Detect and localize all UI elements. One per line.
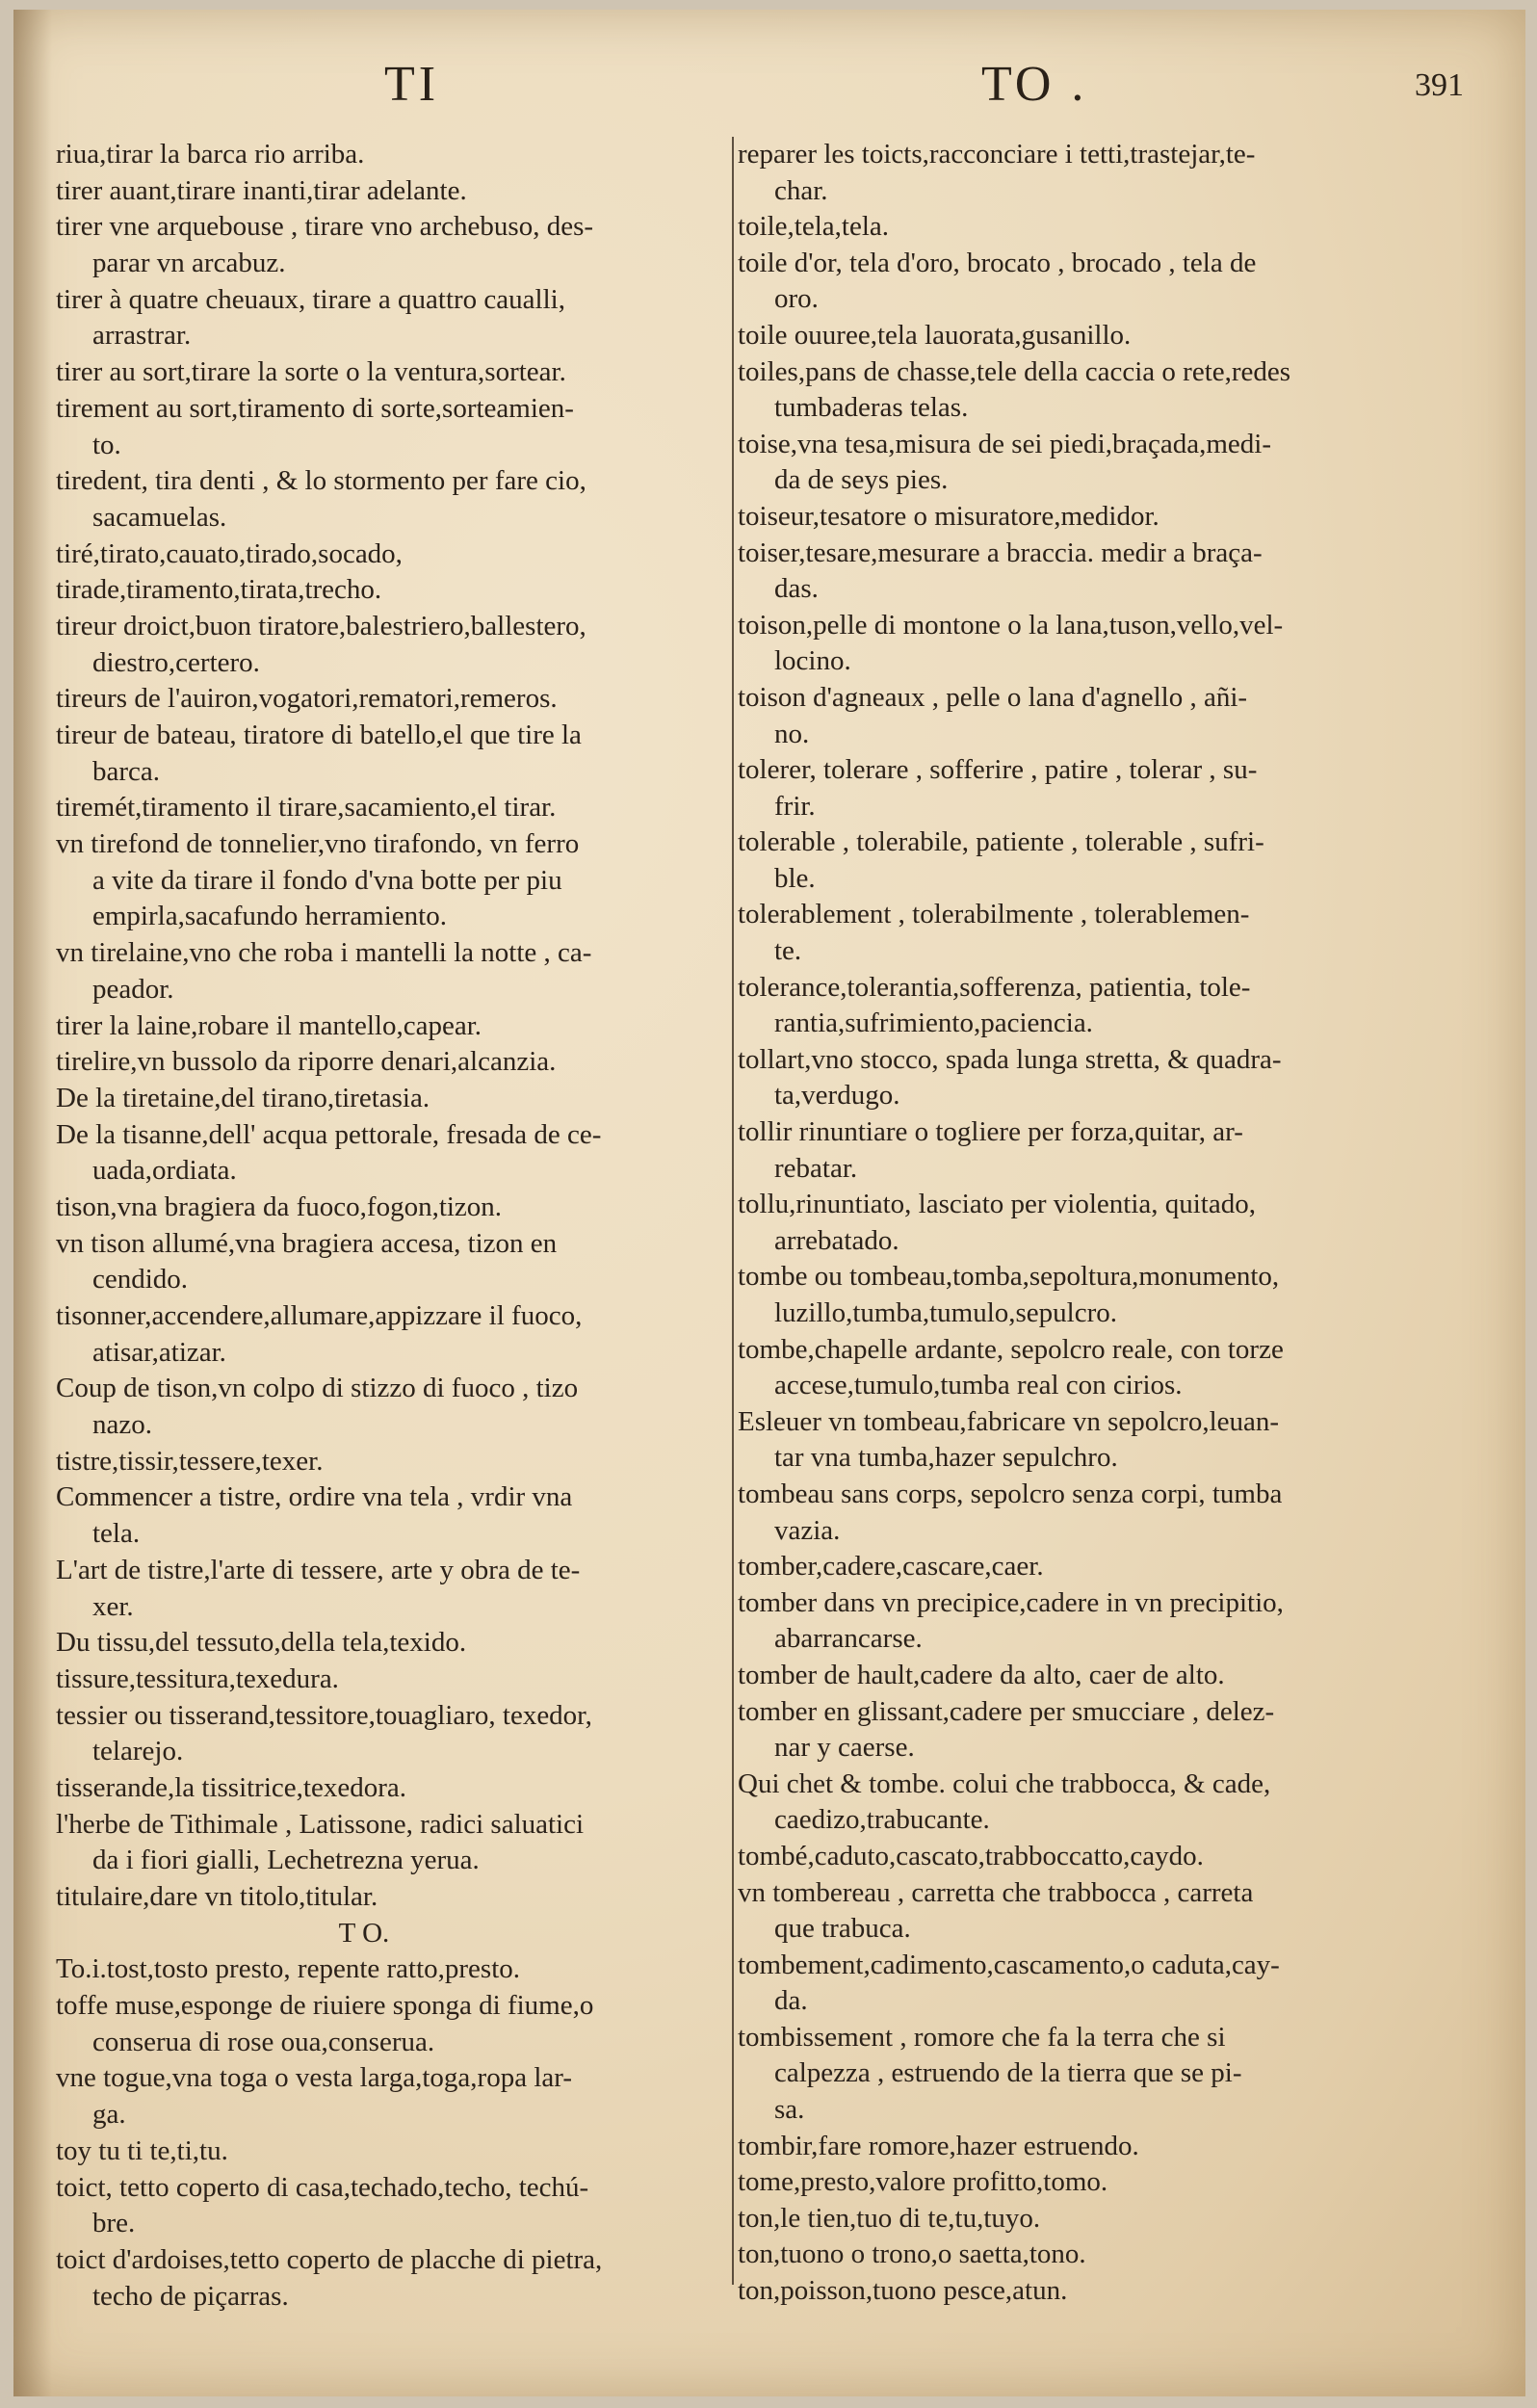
dictionary-line: tessier ou tisserand,tessitore,touagliaro, texedor, [56, 1699, 592, 1731]
dictionary-line: tombir,fare romore,hazer estruendo. [738, 2130, 1139, 2161]
dictionary-line: tistre,tissir,tessere,texer. [56, 1445, 324, 1477]
dictionary-line: vazia. [774, 1514, 841, 1546]
dictionary-line: ta,verdugo. [774, 1080, 900, 1112]
dictionary-line: tirement au sort,tiramento di sorte,sorteamien- [56, 392, 574, 424]
dictionary-line: te. [774, 935, 802, 967]
dictionary-line: tollir rinuntiare o togliere per forza,quitar, ar- [738, 1116, 1243, 1148]
left-column [56, 137, 730, 2315]
dictionary-line: tar vna tumba,hazer sepulchro. [774, 1442, 1118, 1474]
dictionary-line: da i fiori gialli, Lechetrezna yerua. [92, 1845, 480, 1876]
dictionary-line: sa. [774, 2094, 805, 2126]
dictionary-line: tollu,rinuntiato, lasciato per violentia, quitado, [738, 1189, 1256, 1220]
dictionary-line: reparer les toicts,racconciare i tetti,trastejar,te- [738, 139, 1256, 170]
dictionary-line: To.i.tost,tosto presto, repente ratto,presto. [56, 1953, 521, 1985]
dictionary-line: tirer la laine,robare il mantello,capear. [56, 1009, 482, 1041]
dictionary-line: tirer au sort,tirare la sorte o la ventura,sortear. [56, 356, 566, 388]
dictionary-line: tolerable , tolerabile, patiente , tolerable , sufri- [738, 826, 1264, 858]
dictionary-line: abarrancarse. [774, 1623, 923, 1655]
column-divider [732, 137, 734, 2285]
dictionary-line: tomber de hault,cadere da alto, caer de alto. [738, 1659, 1225, 1690]
dictionary-line: telarejo. [92, 1736, 184, 1767]
dictionary-line: empirla,sacafundo herramiento. [92, 901, 447, 932]
dictionary-line: toile,tela,tela. [738, 211, 890, 243]
dictionary-line: uada,ordiata. [92, 1155, 237, 1187]
dictionary-line: Esleuer vn tombeau,fabricare vn sepolcro,leuan- [738, 1405, 1280, 1437]
dictionary-line: techo de piçarras. [92, 2280, 289, 2312]
dictionary-line: frir. [774, 790, 816, 822]
dictionary-line: riua,tirar la barca rio arriba. [56, 139, 365, 170]
dictionary-line: a vite da tirare il fondo d'vna botte per piu [92, 864, 562, 896]
dictionary-line: calpezza , estruendo de la tierra que se pi- [774, 2057, 1242, 2089]
dictionary-line: tomber en glissant,cadere per smucciare , delez- [738, 1695, 1275, 1727]
dictionary-line: toiles,pans de chasse,tele della caccia o rete,redes [738, 355, 1291, 387]
dictionary-line: toise,vna tesa,misura de sei piedi,braçada,medi- [738, 428, 1272, 459]
dictionary-line: tomber,cadere,cascare,caer. [738, 1551, 1044, 1583]
dictionary-line: vn tison allumé,vna bragiera accesa, tizon en [56, 1227, 558, 1259]
dictionary-line: da. [774, 1985, 808, 2017]
dictionary-line: tombé,caduto,cascato,trabboccatto,caydo. [738, 1840, 1204, 1871]
dictionary-line: tomber dans vn precipice,cadere in vn precipitio, [738, 1586, 1284, 1618]
dictionary-line: tireur de bateau, tiratore di batello,el que tire la [56, 720, 582, 750]
book-page [13, 10, 1525, 2396]
dictionary-line: vne togue,vna toga o vesta larga,toga,ropa lar- [56, 2062, 572, 2094]
dictionary-line: no. [774, 718, 810, 749]
dictionary-line: conserua di rose oua,conserua. [92, 2026, 435, 2057]
dictionary-line: tombement,cadimento,cascamento,o caduta,cay- [738, 1949, 1280, 1980]
dictionary-line: bre. [92, 2208, 136, 2239]
running-head-right: TO . [981, 57, 1088, 112]
dictionary-line: toiseur,tesatore o misuratore,medidor. [738, 500, 1159, 532]
dictionary-line: parar vn arcabuz. [92, 248, 286, 279]
dictionary-line: tirade,tiramento,tirata,trecho. [56, 574, 382, 606]
dictionary-line: tolerablement , tolerabilmente , tolerablemen- [738, 899, 1250, 930]
dictionary-line: tombissement , romore che fa la terra che si [738, 2021, 1226, 2053]
dictionary-line: barca. [92, 755, 161, 787]
dictionary-line: tisserande,la tissitrice,texedora. [56, 1771, 406, 1803]
dictionary-line: toison d'agneaux , pelle o lana d'agnello , añi- [738, 681, 1248, 713]
dictionary-line: xer. [92, 1590, 134, 1622]
dictionary-line: tela. [92, 1518, 141, 1550]
dictionary-line: luzillo,tumba,tumulo,sepulcro. [774, 1297, 1118, 1328]
dictionary-line: char. [774, 174, 828, 206]
dictionary-line: peador. [92, 973, 174, 1005]
dictionary-line: da de seys pies. [774, 464, 949, 496]
dictionary-line: toffe muse,esponge de riuiere sponga di fiume,o [56, 1990, 594, 2022]
dictionary-line: tirer auant,tirare inanti,tirar adelante. [56, 174, 467, 206]
dictionary-line: tirer à quatre cheuaux, tirare a quattro caualli, [56, 283, 565, 315]
dictionary-line: tolerer, tolerare , sofferire , patire , tolerar , su- [738, 754, 1258, 786]
running-head-left: TI [384, 57, 440, 112]
dictionary-line: toict, tetto coperto di casa,techado,techo, techú- [56, 2171, 589, 2203]
dictionary-line: tireur droict,buon tiratore,balestriero,ballestero, [56, 610, 586, 641]
dictionary-line: vn tirefond de tonnelier,vno tirafondo, vn ferro [56, 828, 580, 860]
dictionary-line: tireurs de l'auiron,vogatori,rematori,remeros. [56, 683, 558, 715]
dictionary-line: to. [92, 429, 121, 460]
dictionary-line: que trabuca. [774, 1913, 911, 1945]
dictionary-line: tombe,chapelle ardante, sepolcro reale, con torze [738, 1333, 1284, 1365]
dictionary-line: locino. [774, 645, 851, 677]
page-header [13, 56, 1525, 123]
dictionary-line: atisar,atizar. [92, 1336, 226, 1368]
dictionary-line: arrastrar. [92, 320, 192, 352]
dictionary-line: tissure,tessitura,texedura. [56, 1662, 339, 1694]
dictionary-line: tumbaderas telas. [774, 392, 969, 424]
dictionary-line: tirer vne arquebouse , tirare vno archebuso, des- [56, 211, 594, 243]
dictionary-line: vn tirelaine,vno che roba i mantelli la notte , ca- [56, 937, 592, 969]
dictionary-line: das. [774, 573, 819, 605]
dictionary-line: tombeau sans corps, sepolcro senza corpi, tumba [738, 1478, 1283, 1509]
dictionary-line: toile ouuree,tela lauorata,gusanillo. [738, 319, 1132, 351]
dictionary-line: Qui chet & tombe. colui che trabbocca, & cade, [738, 1767, 1271, 1799]
dictionary-line: tombe ou tombeau,tomba,sepoltura,monumento, [738, 1261, 1280, 1293]
dictionary-line: De la tiretaine,del tirano,tiretasia. [56, 1082, 430, 1113]
dictionary-line: ton,le tien,tuo di te,tu,tuyo. [738, 2202, 1041, 2234]
dictionary-line: nazo. [92, 1409, 152, 1441]
dictionary-line: tirelire,vn bussolo da riporre denari,alcanzia. [56, 1046, 557, 1078]
dictionary-line: L'art de tistre,l'arte di tessere, arte y obra de te- [56, 1554, 581, 1585]
dictionary-line: toiser,tesare,mesurare a braccia. medir a braça- [738, 537, 1263, 568]
dictionary-line: ga. [92, 2099, 126, 2131]
dictionary-line: caedizo,trabucante. [774, 1804, 990, 1836]
dictionary-line: ble. [774, 862, 816, 894]
dictionary-line: titulaire,dare vn titolo,titular. [56, 1881, 378, 1912]
dictionary-line: tiremét,tiramento il tirare,sacamiento,el tirar. [56, 792, 557, 824]
dictionary-line: vn tombereau , carretta che trabbocca , carreta [738, 1876, 1254, 1908]
dictionary-line: De la tisanne,dell' acqua pettorale, fresada de ce- [56, 1118, 602, 1150]
dictionary-line: Commencer a tistre, ordire vna tela , vrdir vna [56, 1481, 573, 1513]
dictionary-line: l'herbe de Tithimale , Latissone, radici saluatici [56, 1808, 585, 1840]
dictionary-line: nar y caerse. [774, 1732, 915, 1764]
dictionary-line: cendido. [92, 1264, 189, 1296]
dictionary-line: oro. [774, 283, 819, 315]
dictionary-line: toy tu ti te,ti,tu. [56, 2134, 228, 2166]
dictionary-line: tisonner,accendere,allumare,appizzare il fuoco, [56, 1300, 583, 1331]
dictionary-line: arrebatado. [774, 1224, 899, 1256]
dictionary-line: toison,pelle di montone o la lana,tuson,vello,vel- [738, 609, 1284, 641]
dictionary-line: rantia,sufrimiento,paciencia. [774, 1008, 1093, 1039]
dictionary-line: tiredent, tira denti , & lo stormento per fare cio, [56, 465, 586, 497]
dictionary-line: sacamuelas. [92, 501, 227, 533]
dictionary-line: Du tissu,del tessuto,della tela,texido. [56, 1627, 467, 1659]
dictionary-line: ton,tuono o trono,o saetta,tono. [738, 2238, 1086, 2270]
right-column [738, 137, 1489, 2310]
dictionary-line: rebatar. [774, 1152, 858, 1184]
dictionary-line: Coup de tison,vn colpo di stizzo di fuoco , tizo [56, 1373, 579, 1404]
dictionary-line: toile d'or, tela d'oro, brocato , brocado , tela de [738, 247, 1257, 278]
gutter-shadow [13, 10, 52, 2396]
dictionary-line: tolerance,tolerantia,sofferenza, patientia, tole- [738, 971, 1251, 1003]
dictionary-line: ton,poisson,tuono pesce,atun. [738, 2275, 1068, 2307]
dictionary-line: T O. [338, 1917, 390, 1949]
dictionary-line: accese,tumulo,tumba real con cirios. [774, 1370, 1183, 1401]
page-number: 391 [1415, 67, 1464, 103]
dictionary-line: tome,presto,valore profitto,tomo. [738, 2166, 1108, 2198]
dictionary-line: toict d'ardoises,tetto coperto de placche di pietra, [56, 2243, 603, 2275]
dictionary-line: tison,vna bragiera da fuoco,fogon,tizon. [56, 1191, 503, 1222]
dictionary-line: diestro,certero. [92, 646, 260, 678]
dictionary-line: tiré,tirato,cauato,tirado,socado, [56, 537, 403, 569]
dictionary-line: tollart,vno stocco, spada lunga stretta, & quadra- [738, 1043, 1282, 1075]
